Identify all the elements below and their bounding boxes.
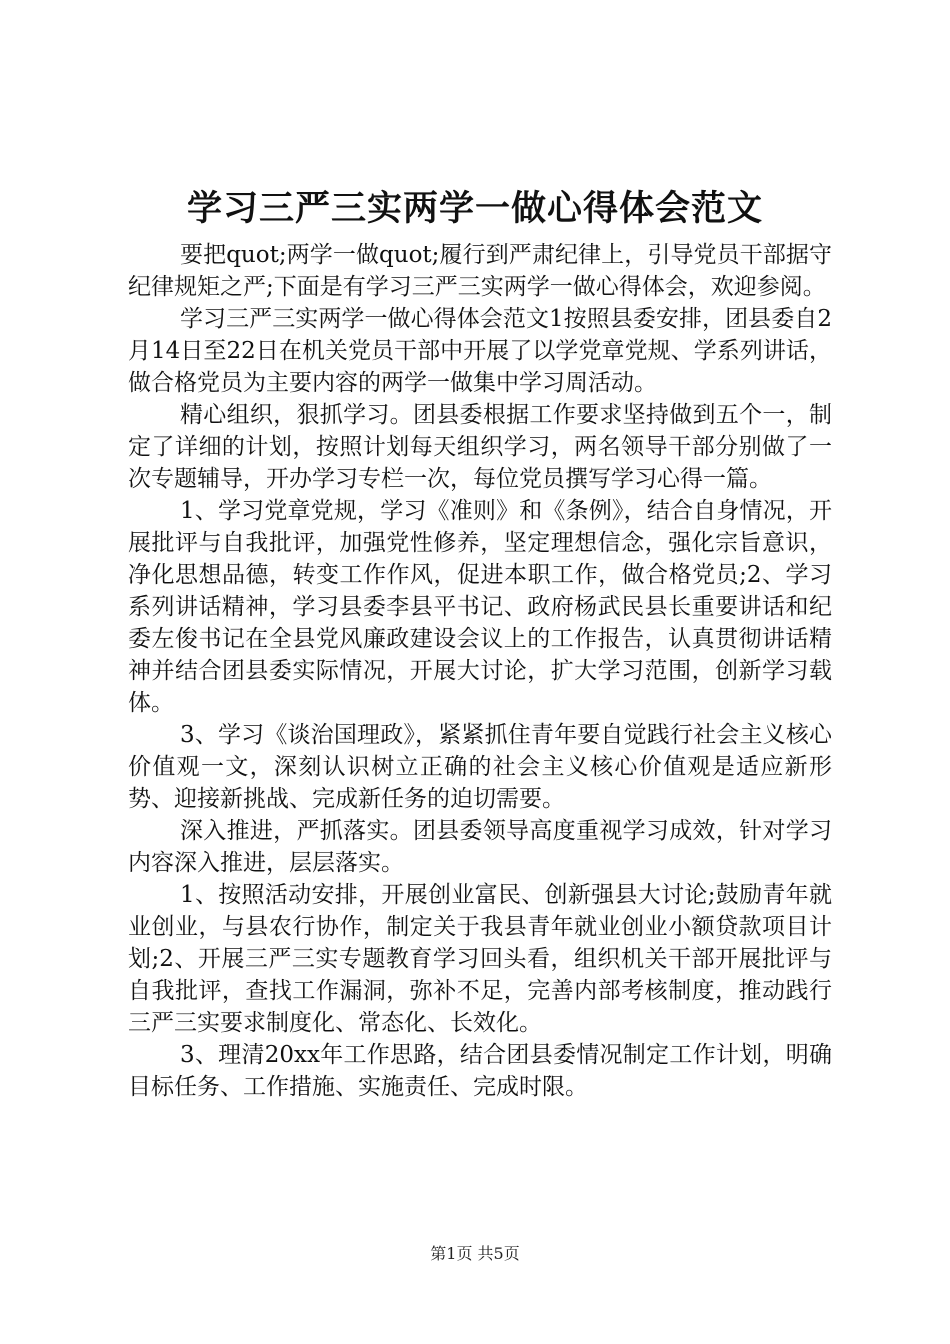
- document-title: 学习三严三实两学一做心得体会范文: [186, 188, 763, 229]
- paragraph-sample-1: 学习三严三实两学一做心得体会范文1按照县委安排，团县委自2月14日至22日在机关党员干部中开展了以学党章党规、学系列讲话，做合格党员为主要内容的两学一做集中学习周活动。: [128, 306, 832, 396]
- paragraph-activities: 1、按照活动安排，开展创业富民、创新强县大讨论;鼓励青年就业创业，与县农行协作，制定关于我县青年就业创业小额贷款项目计划;2、开展三严三实专题教育学习回头看，组织机关干部开展批评与自我批评，查找工作漏洞，弥补不足，完善内部考核制度，推动践行三严三实要求制度化、常态化、长效化。: [128, 882, 832, 1036]
- paragraph-work-plan: 3、理清20xx年工作思路，结合团县委情况制定工作计划，明确目标任务、工作措施、实施责任、完成时限。: [128, 1042, 832, 1100]
- document-body: [128, 239, 832, 1103]
- page-number-footer: 第1页 共5页: [430, 1244, 520, 1263]
- paragraph-governance: 3、学习《谈治国理政》，紧紧抓住青年要自觉践行社会主义核心价值观一文，深刻认识树立正确的社会主义核心价值观是适应新形势、迎接新挑战、完成新任务的迫切需要。: [128, 722, 832, 812]
- paragraph-organize: 精心组织，狠抓学习。团县委根据工作要求坚持做到五个一，制定了详细的计划，按照计划每天组织学习，两名领导干部分别做了一次专题辅导，开办学习专栏一次，每位党员撰写学习心得一篇。: [128, 402, 832, 492]
- paragraph-study-items: 1、学习党章党规，学习《准则》和《条例》，结合自身情况，开展批评与自我批评，加强党性修养，坚定理想信念，强化宗旨意识，净化思想品德，转变工作作风，促进本职工作，做合格党员;2、学习系列讲话精神，学习县委李县平书记、政府杨武民县长重要讲话和纪委左俊书记在全县党风廉政建设会议上的工作报告，认真贯彻讲话精神并结合团县委实际情况，开展大讨论，扩大学习范围，创新学习载体。: [128, 498, 832, 716]
- paragraph-implementation: 深入推进，严抓落实。团县委领导高度重视学习成效，针对学习内容深入推进，层层落实。: [128, 818, 832, 876]
- paragraph-intro: 要把quot;两学一做quot;履行到严肃纪律上，引导党员干部据守纪律规矩之严;下面是有学习三严三实两学一做心得体会，欢迎参阅。: [128, 242, 832, 300]
